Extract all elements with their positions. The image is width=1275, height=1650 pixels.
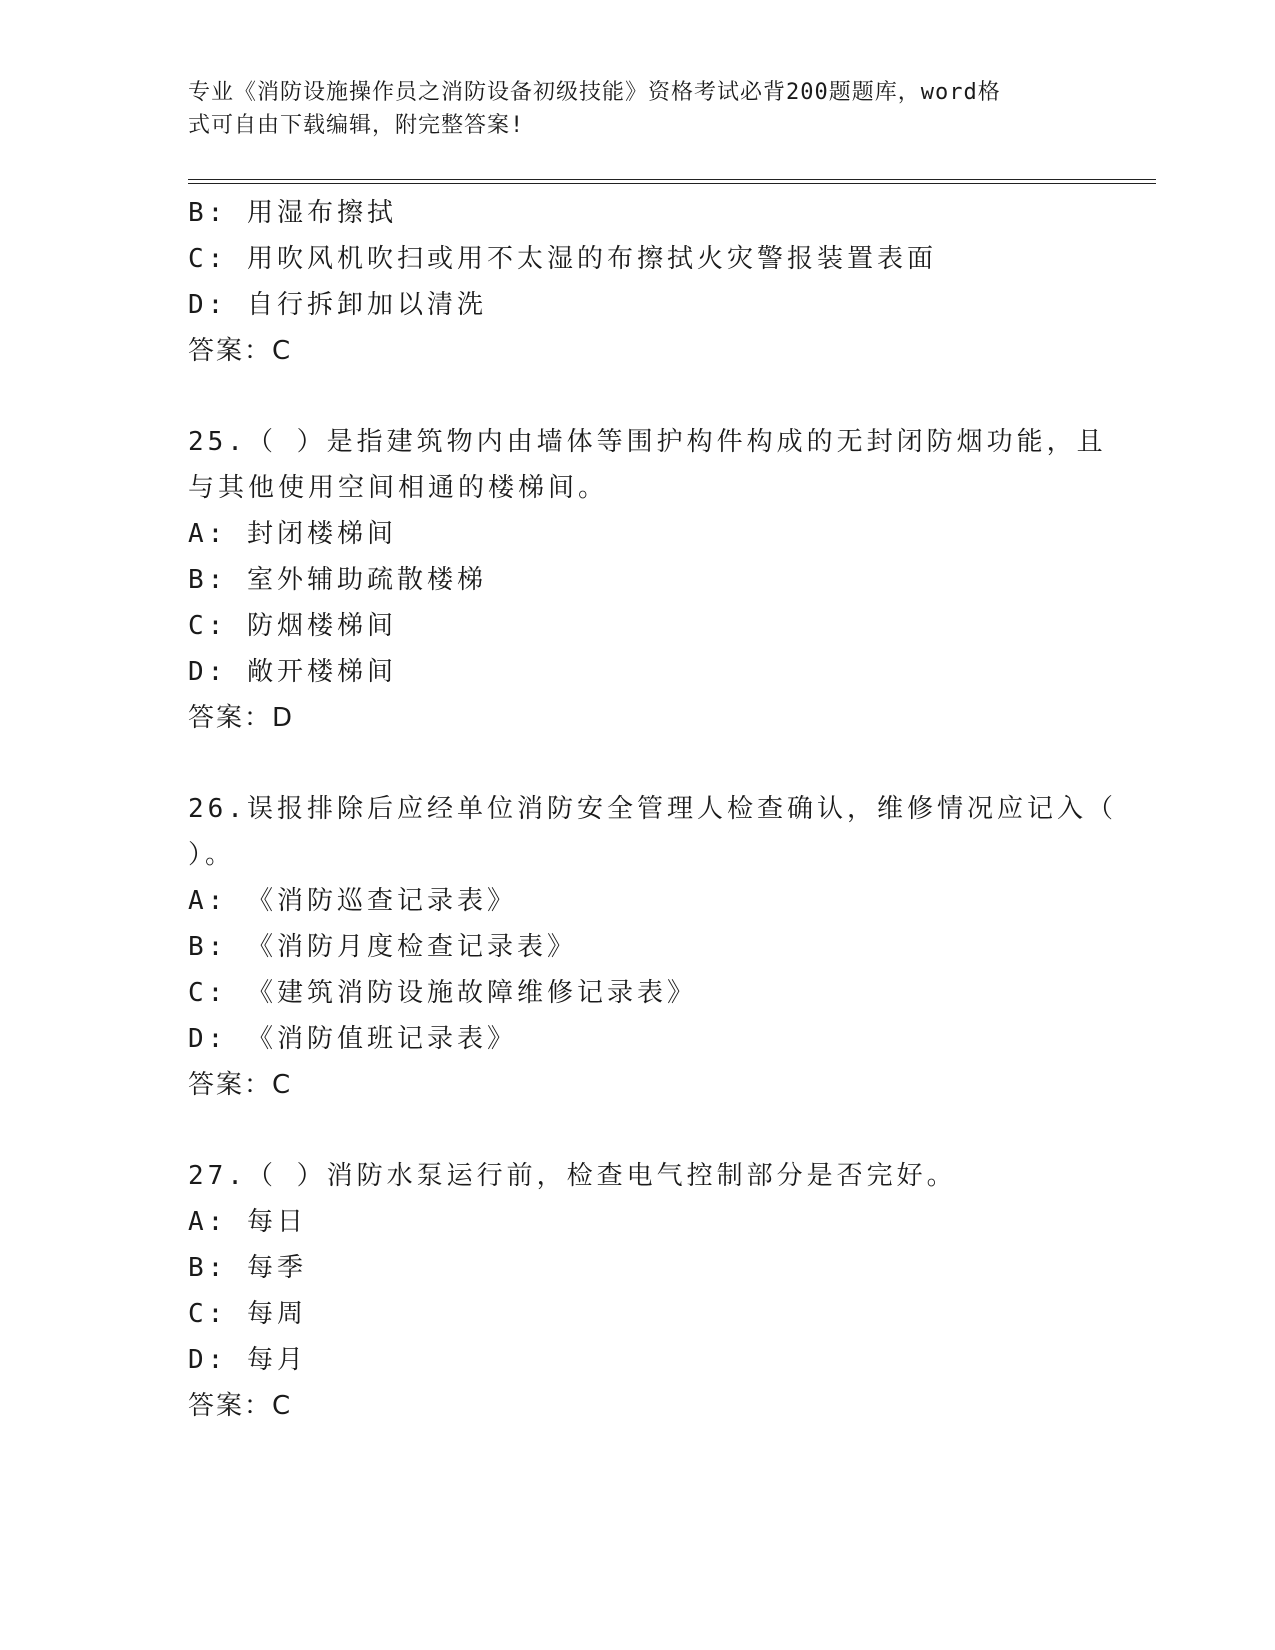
option-d: D: 自行拆卸加以清洗 <box>188 290 487 320</box>
option-b: B: 《消防月度检查记录表》 <box>188 932 577 962</box>
question-27 <box>188 1153 1088 1429</box>
option-b: B: 每季 <box>188 1253 307 1283</box>
option-c: C: 用吹风机吹扫或用不太湿的布擦拭火灾警报装置表面 <box>188 244 937 274</box>
answer-line: 答案：C <box>188 1070 293 1100</box>
question-stem-line-2: ）。 <box>188 840 236 870</box>
question-stem-line-1: 25.（ ）是指建筑物内由墙体等围护构件构成的无封闭防烟功能，且 <box>188 427 1107 457</box>
question-stem-line-1: 27.（ ）消防水泵运行前，检查电气控制部分是否完好。 <box>188 1161 957 1191</box>
option-d: D: 《消防值班记录表》 <box>188 1024 517 1054</box>
answer-line: 答案：D <box>188 703 295 733</box>
question-24-continued <box>188 190 1088 374</box>
option-a: A: 封闭楼梯间 <box>188 519 397 549</box>
option-b: B: 室外辅助疏散楼梯 <box>188 565 487 595</box>
option-d: D: 每月 <box>188 1345 307 1375</box>
document-header <box>188 76 1088 142</box>
header-line-2: 式可自由下载编辑，附完整答案! <box>188 113 525 138</box>
question-26 <box>188 786 1117 1108</box>
header-divider <box>188 179 1156 184</box>
header-line-1: 专业《消防设施操作员之消防设备初级技能》资格考试必背200题题库，word格 <box>188 80 1001 105</box>
option-a: A: 每日 <box>188 1207 307 1237</box>
question-25 <box>188 419 1107 741</box>
option-a: A: 《消防巡查记录表》 <box>188 886 517 916</box>
answer-line: 答案：C <box>188 336 293 366</box>
option-d: D: 敞开楼梯间 <box>188 657 397 687</box>
question-stem-line-1: 26.误报排除后应经单位消防安全管理人检查确认，维修情况应记入（ <box>188 794 1117 824</box>
option-c: C: 《建筑消防设施故障维修记录表》 <box>188 978 697 1008</box>
option-b: B: 用湿布擦拭 <box>188 198 397 228</box>
option-c: C: 每周 <box>188 1299 307 1329</box>
option-c: C: 防烟楼梯间 <box>188 611 397 641</box>
answer-line: 答案：C <box>188 1391 293 1421</box>
question-stem-line-2: 与其他使用空间相通的楼梯间。 <box>188 473 609 503</box>
question-list <box>188 190 1117 1429</box>
